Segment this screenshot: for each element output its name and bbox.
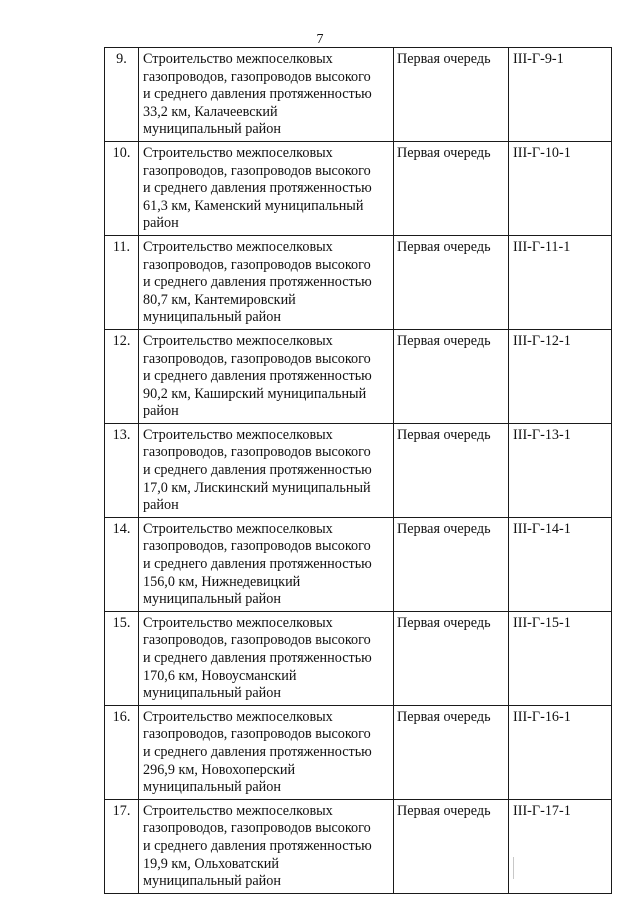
description-line: 170,6 км, Новоусманский — [143, 667, 297, 684]
table-row — [105, 799, 612, 893]
description-line: газопроводов, газопроводов высокого — [143, 444, 371, 461]
description-line: газопроводов, газопроводов высокого — [143, 350, 371, 367]
row-number: 14. — [105, 517, 139, 611]
description-line: Строительство межпоселковых — [143, 332, 333, 349]
project-code: III-Г-9-1 — [509, 48, 612, 142]
description-line: Строительство межпоселковых — [143, 802, 333, 819]
description-line: и среднего давления протяженностью — [143, 462, 372, 479]
description-line: и среднего давления протяженностью — [143, 86, 372, 103]
table-row — [105, 517, 612, 611]
description-line: и среднего давления протяженностью — [143, 180, 372, 197]
row-number: 13. — [105, 423, 139, 517]
description-line: Строительство межпоселковых — [143, 520, 333, 537]
description-line: газопроводов, газопроводов высокого — [143, 538, 371, 555]
description-line: газопроводов, газопроводов высокого — [143, 68, 371, 85]
project-description — [139, 423, 394, 517]
row-number: 15. — [105, 611, 139, 705]
project-description — [139, 329, 394, 423]
description-line: и среднего давления протяженностью — [143, 837, 372, 854]
table-row — [105, 48, 612, 142]
project-description — [139, 611, 394, 705]
description-line: Строительство межпоселковых — [143, 51, 333, 67]
project-code: III-Г-16-1 — [509, 705, 612, 799]
description-line: 17,0 км, Лискинский муниципальный — [143, 479, 371, 496]
project-description — [139, 48, 394, 142]
row-number: 9. — [105, 48, 139, 142]
description-line: Строительство межпоселковых — [143, 708, 333, 725]
table-row — [105, 705, 612, 799]
description-line: и среднего давления протяженностью — [143, 274, 372, 291]
project-code: III-Г-14-1 — [509, 517, 612, 611]
project-stage: Первая очередь — [394, 705, 509, 799]
project-stage: Первая очередь — [394, 329, 509, 423]
project-description — [139, 141, 394, 235]
project-description — [139, 235, 394, 329]
row-number: 17. — [105, 799, 139, 893]
table-row — [105, 423, 612, 517]
project-stage: Первая очередь — [394, 235, 509, 329]
project-stage: Первая очередь — [394, 141, 509, 235]
description-line: Строительство межпоселковых — [143, 426, 333, 443]
description-line: газопроводов, газопроводов высокого — [143, 162, 371, 179]
description-line: и среднего давления протяженностью — [143, 556, 372, 573]
description-line: 296,9 км, Новохоперский — [143, 761, 296, 778]
description-line: 90,2 км, Каширский муниципальный — [143, 385, 367, 402]
project-description — [139, 799, 394, 893]
description-line: муниципальный район — [143, 685, 281, 702]
project-stage: Первая очередь — [394, 423, 509, 517]
description-line: муниципальный район — [143, 309, 281, 326]
project-code: III-Г-11-1 — [509, 235, 612, 329]
project-stage: Первая очередь — [394, 517, 509, 611]
description-line: Строительство межпоселковых — [143, 144, 333, 161]
description-line: муниципальный район — [143, 873, 281, 890]
description-line: газопроводов, газопроводов высокого — [143, 256, 371, 273]
project-stage: Первая очередь — [394, 48, 509, 142]
description-line: 80,7 км, Кантемировский — [143, 291, 296, 308]
row-number: 16. — [105, 705, 139, 799]
project-code: III-Г-17-1 — [509, 799, 612, 893]
description-line: газопроводов, газопроводов высокого — [143, 726, 371, 743]
table-row — [105, 329, 612, 423]
row-number: 10. — [105, 141, 139, 235]
description-line: 156,0 км, Нижнедевицкий — [143, 573, 301, 590]
description-line: газопроводов, газопроводов высокого — [143, 820, 371, 837]
project-description — [139, 517, 394, 611]
description-line: Строительство межпоселковых — [143, 238, 333, 255]
table-row — [105, 235, 612, 329]
scan-margin-mark — [513, 857, 514, 879]
description-line: Строительство межпоселковых — [143, 614, 333, 631]
description-line: муниципальный район — [143, 121, 281, 138]
project-code: III-Г-13-1 — [509, 423, 612, 517]
description-line: газопроводов, газопроводов высокого — [143, 632, 371, 649]
table-row — [105, 611, 612, 705]
description-line: и среднего давления протяженностью — [143, 368, 372, 385]
projects-table-body — [105, 48, 612, 894]
description-line: муниципальный район — [143, 779, 281, 796]
row-number: 11. — [105, 235, 139, 329]
description-line: и среднего давления протяженностью — [143, 743, 372, 760]
project-code: III-Г-10-1 — [509, 141, 612, 235]
description-line: 33,2 км, Калачеевский — [143, 103, 278, 120]
project-description — [139, 705, 394, 799]
description-line: район — [143, 403, 179, 420]
project-code: III-Г-12-1 — [509, 329, 612, 423]
page-number: 7 — [316, 32, 324, 47]
table-row — [105, 141, 612, 235]
project-stage: Первая очередь — [394, 611, 509, 705]
project-code: III-Г-15-1 — [509, 611, 612, 705]
row-number: 12. — [105, 329, 139, 423]
description-line: и среднего давления протяженностью — [143, 650, 372, 666]
description-line: район — [143, 215, 179, 232]
description-line: 19,9 км, Ольховатский — [143, 855, 279, 872]
description-line: муниципальный район — [143, 591, 281, 608]
project-stage: Первая очередь — [394, 799, 509, 893]
projects-table — [104, 47, 612, 894]
description-line: район — [143, 497, 179, 514]
description-line: 61,3 км, Каменский муниципальный — [143, 197, 364, 214]
